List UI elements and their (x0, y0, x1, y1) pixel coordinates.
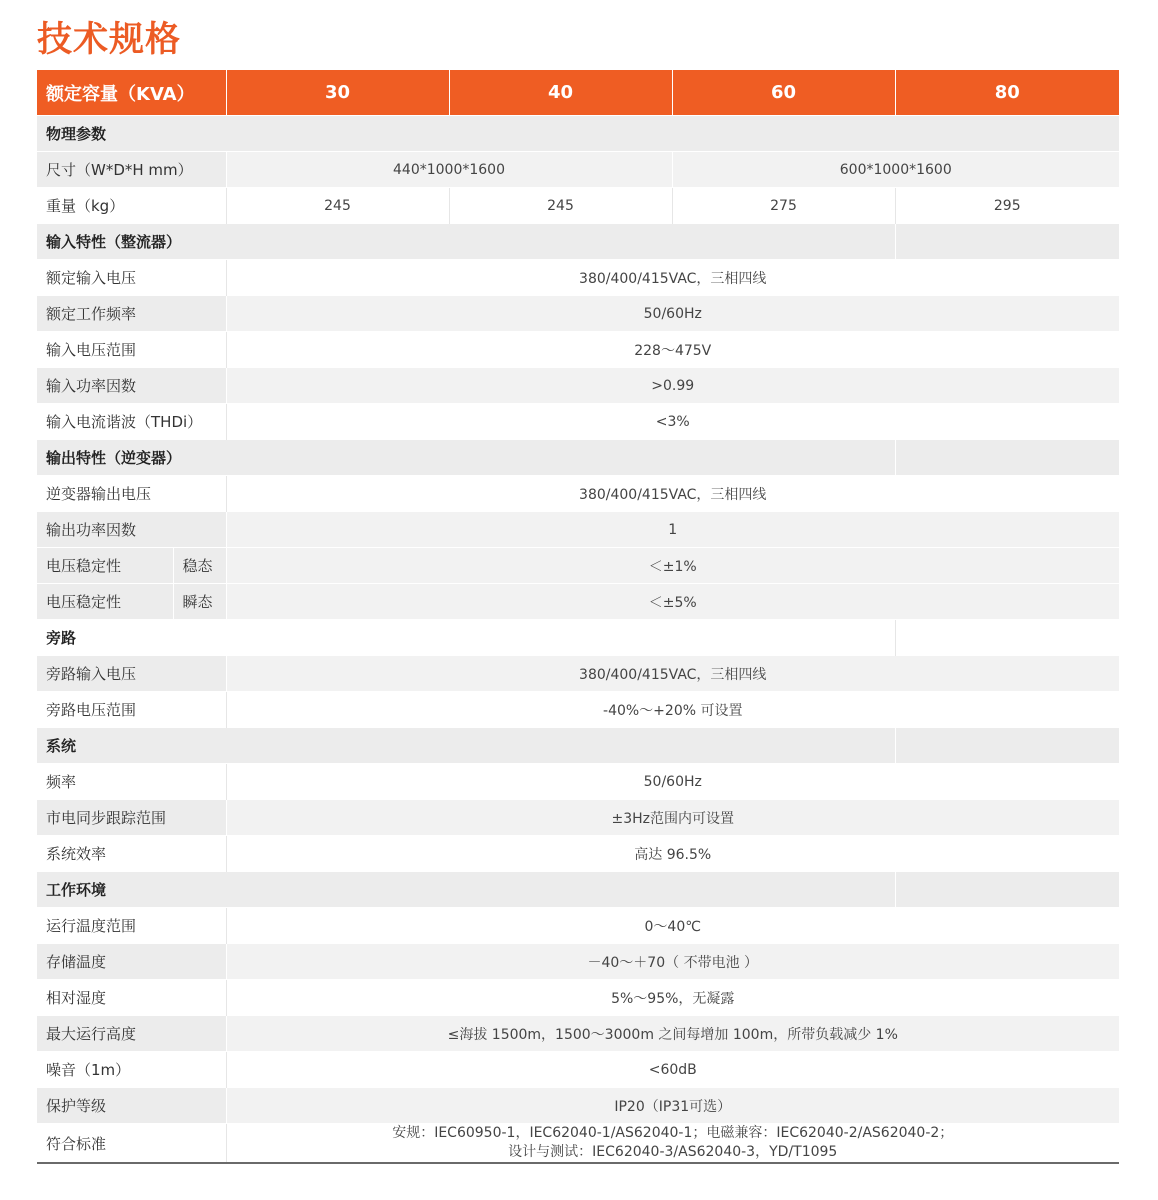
row-label: 逆变器输出电压 (37, 476, 226, 512)
table-row (37, 260, 1119, 296)
table-row (37, 152, 1119, 188)
row-value: 228～475V (226, 332, 1119, 368)
row-label: 最大运行高度 (37, 1016, 226, 1052)
row-value: <3% (226, 404, 1119, 440)
row-value: IP20（IP31可选） (226, 1088, 1119, 1124)
table-row (37, 332, 1119, 368)
row-label: 额定工作频率 (37, 296, 226, 332)
table-row (37, 692, 1119, 728)
row-value: 高达 96.5% (226, 836, 1119, 872)
section-title-input: 输入特性（整流器） (37, 224, 895, 260)
row-value: 50/60Hz (226, 296, 1119, 332)
row-label: 符合标准 (37, 1124, 226, 1163)
table-row (37, 296, 1119, 332)
standards-line-2: 设计与测试：IEC62040-3/AS62040-3，YD/T1095 (508, 1144, 838, 1160)
row-value: 380/400/415VAC，三相四线 (226, 260, 1119, 296)
row-label: 存储温度 (37, 944, 226, 980)
row-label: 噪音（1m） (37, 1052, 226, 1088)
row-label: 频率 (37, 764, 226, 800)
row-label: 额定输入电压 (37, 260, 226, 296)
row-label: 电压稳定性 (37, 548, 173, 584)
row-label: 输入功率因数 (37, 368, 226, 404)
row-value: -40%～+20% 可设置 (226, 692, 1119, 728)
section-row (37, 440, 1119, 476)
table-row (37, 908, 1119, 944)
table-bottom-rule (37, 1162, 1119, 1164)
table-row (37, 1016, 1119, 1052)
table-row (37, 188, 1119, 224)
section-side-cell (895, 440, 1119, 476)
page-title: 技术规格 (37, 20, 182, 60)
row-label: 运行温度范围 (37, 908, 226, 944)
row-label: 市电同步跟踪范围 (37, 800, 226, 836)
row-value: 0～40℃ (226, 908, 1119, 944)
table-row (37, 584, 1119, 620)
row-label: 旁路输入电压 (37, 656, 226, 692)
standards-line-1: 安规：IEC60950-1，IEC62040-1/AS62040-1；电磁兼容：IEC62040-2/AS62040-2； (392, 1125, 954, 1141)
header-capacity-40: 40 (449, 70, 672, 116)
table-row (37, 656, 1119, 692)
header-capacity-30: 30 (226, 70, 449, 116)
row-value: －40～＋70（ 不带电池 ） (226, 944, 1119, 980)
row-value: 380/400/415VAC，三相四线 (226, 656, 1119, 692)
table-row (37, 1088, 1119, 1124)
section-title-system: 系统 (37, 728, 895, 764)
table-row (37, 980, 1119, 1016)
row-value: ≤海拔 1500m，1500～3000m 之间每增加 100m，所带负载减少 1% (226, 1016, 1119, 1052)
section-side-cell (895, 620, 1119, 656)
row-sublabel: 瞬态 (173, 584, 226, 620)
table-row (37, 476, 1119, 512)
section-title-output: 输出特性（逆变器） (37, 440, 895, 476)
section-row (37, 872, 1119, 908)
table-row (37, 512, 1119, 548)
row-value: 245 (449, 188, 672, 224)
header-row (37, 70, 1119, 116)
row-label: 输出功率因数 (37, 512, 226, 548)
section-side-cell (895, 872, 1119, 908)
section-side-cell (895, 224, 1119, 260)
row-value (226, 1124, 1119, 1163)
row-value: ±3Hz范围内可设置 (226, 800, 1119, 836)
spec-table (37, 70, 1119, 1162)
row-value: ＜±1% (226, 548, 1119, 584)
table-row (37, 1052, 1119, 1088)
section-side-cell (895, 728, 1119, 764)
row-label: 输入电流谐波（THDi） (37, 404, 226, 440)
row-value: 380/400/415VAC，三相四线 (226, 476, 1119, 512)
table-row (37, 548, 1119, 584)
row-label: 输入电压范围 (37, 332, 226, 368)
section-row (37, 620, 1119, 656)
row-value: 1 (226, 512, 1119, 548)
row-value: 245 (226, 188, 449, 224)
section-title-physical: 物理参数 (37, 116, 1119, 152)
section-title-bypass: 旁路 (37, 620, 895, 656)
row-value: 295 (895, 188, 1119, 224)
row-value: 5%～95%，无凝露 (226, 980, 1119, 1016)
row-sublabel: 稳态 (173, 548, 226, 584)
row-value: 275 (672, 188, 895, 224)
section-row (37, 116, 1119, 152)
row-label: 重量（kg） (37, 188, 226, 224)
row-value: 600*1000*1600 (672, 152, 1119, 188)
section-title-environment: 工作环境 (37, 872, 895, 908)
header-capacity-label: 额定容量（KVA） (37, 70, 226, 116)
table-row (37, 836, 1119, 872)
row-label: 保护等级 (37, 1088, 226, 1124)
row-label: 旁路电压范围 (37, 692, 226, 728)
table-row (37, 1124, 1119, 1163)
header-capacity-60: 60 (672, 70, 895, 116)
table-row (37, 368, 1119, 404)
row-label: 尺寸（W*D*H mm） (37, 152, 226, 188)
row-label: 相对湿度 (37, 980, 226, 1016)
row-value: 50/60Hz (226, 764, 1119, 800)
row-label: 系统效率 (37, 836, 226, 872)
table-row (37, 944, 1119, 980)
table-row (37, 404, 1119, 440)
row-value: >0.99 (226, 368, 1119, 404)
table-row (37, 800, 1119, 836)
row-label: 电压稳定性 (37, 584, 173, 620)
row-value: ＜±5% (226, 584, 1119, 620)
section-row (37, 224, 1119, 260)
row-value: <60dB (226, 1052, 1119, 1088)
section-row (37, 728, 1119, 764)
header-capacity-80: 80 (895, 70, 1119, 116)
row-value: 440*1000*1600 (226, 152, 672, 188)
table-row (37, 764, 1119, 800)
